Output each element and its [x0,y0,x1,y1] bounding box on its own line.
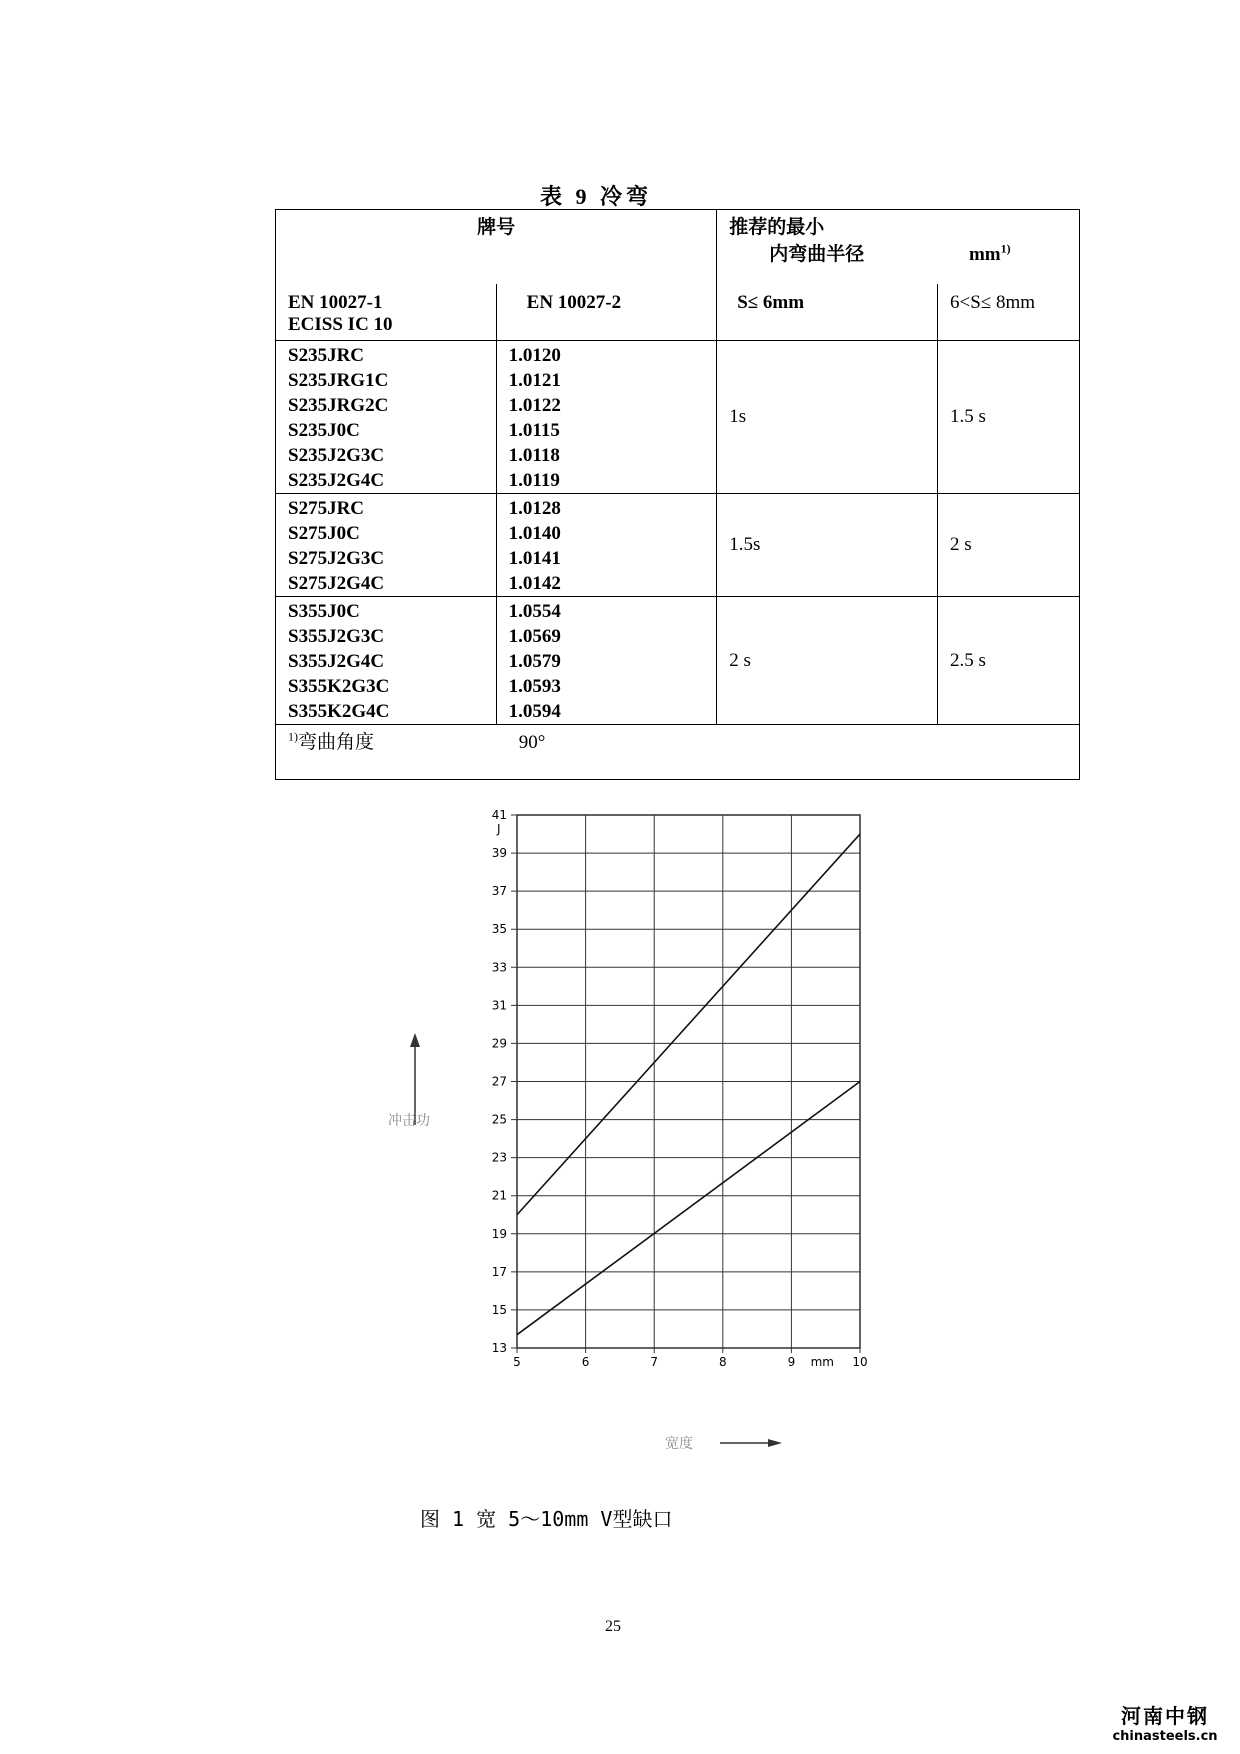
y-tick-label: 29 [491,1036,507,1051]
thickness1-header: S≤ 6mm [717,284,938,341]
grade-list-s235: S235JRC S235JRG1C S235JRG2C S235J0C S235J2G3C S235J2G4C [276,341,497,494]
chart-series [517,834,860,1335]
grade-list-s355: S355J0C S355J2G3C S355J2G4C S355K2G3C S355K2G4C [276,597,497,725]
radius-thin-s235: 1s [717,341,938,494]
grade-header-label: 牌号 [477,217,516,238]
figure-caption: 图 1 宽 5～10mm V型缺口 [420,1507,673,1531]
x-tick-label: 9 [787,1355,796,1369]
table-row [276,341,1080,494]
y-tick-label: 13 [491,1341,507,1355]
x-tick-label: 7 [650,1355,659,1369]
watermark-logo [1095,1700,1235,1744]
y-tick-label: 15 [491,1302,507,1317]
radius-thick-s235: 1.5 s [938,341,1080,494]
std1-header [276,284,497,341]
x-tick-label: 8 [718,1355,727,1369]
radius-thin-s355: 2 s [717,597,938,725]
y-tick-label: 27 [491,1074,507,1089]
y-tick-label: 17 [491,1264,507,1279]
y-tick-label: 41 [491,808,507,822]
x-tick-label: 6 [581,1355,590,1369]
y-tick-label: 31 [491,998,507,1013]
radius-unit: $mm^{1)}$ [968,241,1011,265]
table-caption: 表 9 冷弯 [540,184,653,209]
y-tick-label: 37 [491,884,507,899]
x-axis-arrow [720,1439,782,1447]
y-axis-unit: J [497,822,501,836]
x-tick-label: 5 [513,1355,521,1369]
page-number: 25 [605,1618,621,1635]
y-tick-label: 21 [491,1188,507,1203]
y-axis-arrow [410,1033,420,1125]
radius-header-line2: 内弯曲半径 [769,244,865,265]
y-tick-label: 33 [491,960,507,975]
std2-header: EN 10027-2 [496,284,717,341]
number-list-s235: 1.0120 1.0121 1.0122 1.0115 1.0118 1.0119 [496,341,717,494]
y-axis-ticks [492,808,507,1355]
watermark-site: chinasteels.cn [1112,1729,1218,1744]
cold-bend-table [275,209,1080,780]
std1-header-line1: EN 10027-1 [288,292,383,313]
y-tick-label: 23 [491,1150,507,1165]
x-axis-label: 宽度 [665,1436,693,1452]
chart-grid [511,815,860,1353]
y-axis-label: 冲击功 [388,1113,430,1129]
table-row [276,494,1080,597]
footnote-text: 弯曲角度 [298,732,375,753]
radius-thin-s275: 1.5s [717,494,938,597]
number-list-s355: 1.0554 1.0569 1.0579 1.0593 1.0594 [496,597,717,725]
x-tick-label: 10 [852,1355,868,1369]
footnote-angle: 90° [518,732,546,753]
thickness2-header: 6<S≤ 8mm [938,284,1080,341]
table-row [276,597,1080,725]
number-list-s275: 1.0128 1.0140 1.0141 1.0142 [496,494,717,597]
y-tick-label: 35 [491,922,507,937]
radius-thick-s355: 2.5 s [938,597,1080,725]
impact-energy-chart [370,795,890,1475]
table-footnote: $^{1)}$弯曲角度 90° [276,725,1080,780]
grade-list-s275: S275JRC S275J0C S275J2G3C S275J2G4C [276,494,497,597]
radius-thick-s275: 2 s [938,494,1080,597]
std1-header-line2: ECISS IC 10 [288,314,393,335]
x-axis-ticks [513,1355,867,1369]
y-tick-label: 25 [491,1112,507,1127]
y-tick-label: 19 [491,1226,507,1241]
x-axis-unit: mm [810,1355,834,1369]
grade-header [276,210,717,285]
radius-header-line1: 推荐的最小 [729,217,825,238]
y-tick-label: 39 [491,846,507,861]
watermark-cn: 河南中钢 [1121,1704,1209,1728]
radius-header [717,210,1080,285]
